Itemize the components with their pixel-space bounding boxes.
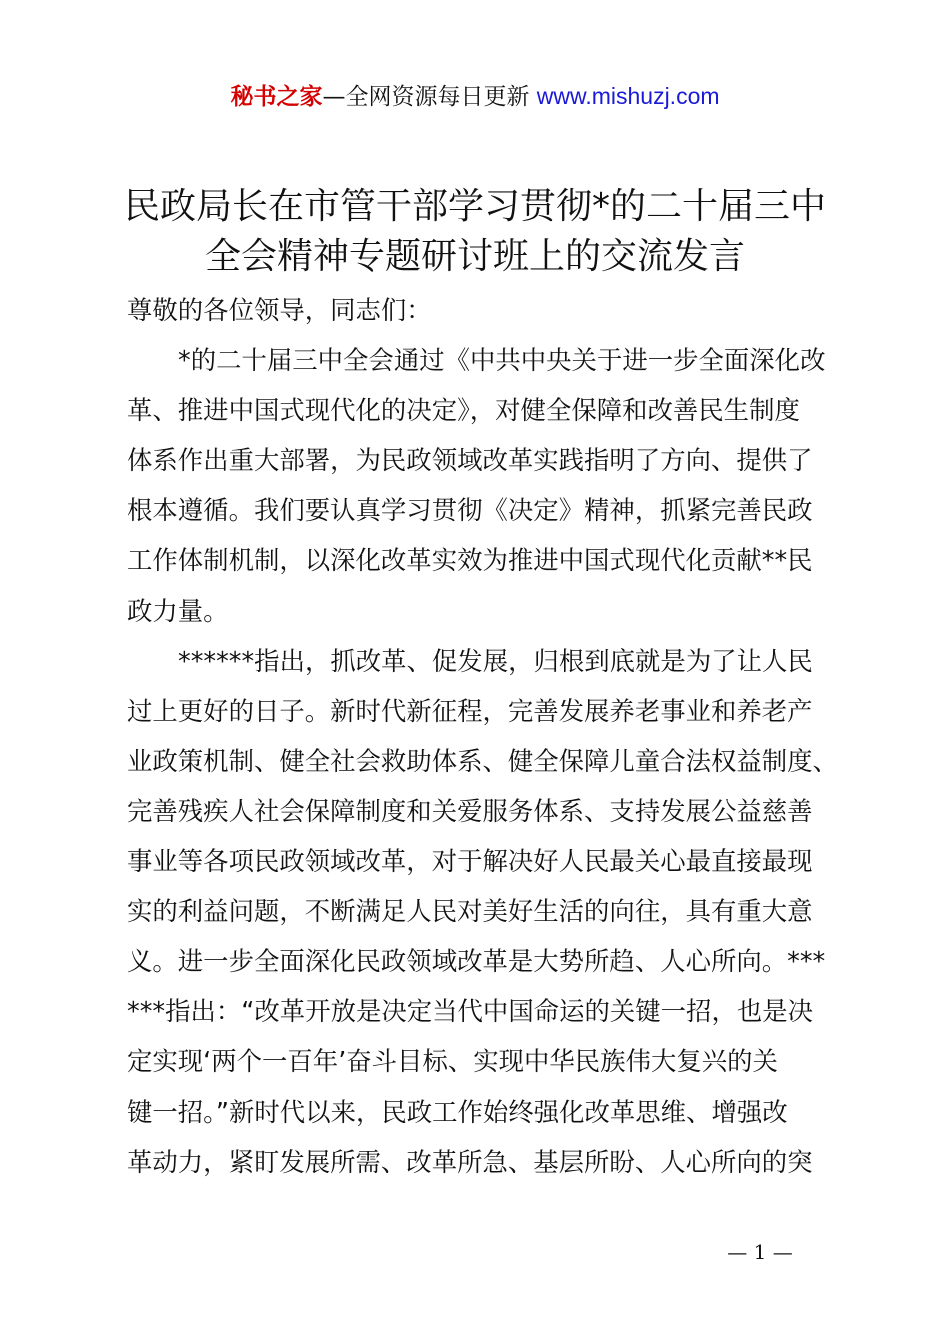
brand-name: 秘书之家	[230, 84, 323, 110]
header-tagline: —全网资源每日更新	[322, 84, 537, 110]
paragraph-line: 实的利益问题，不断满足人民对美好生活的向往，具有重大意	[127, 896, 813, 927]
salutation: 尊敬的各位领导，同志们：	[127, 295, 432, 325]
paragraph-line: 根本遵循。我们要认真学习贯彻《决定》精神，抓紧完善民政	[127, 495, 813, 526]
paragraph-line: 革、推进中国式现代化的决定》，对健全保障和改善民生制度	[127, 395, 800, 426]
paragraph-line: 革动力，紧盯发展所需、改革所急、基层所盼、人心所向的突	[127, 1146, 813, 1177]
paragraph-line: 键一招。”新时代以来，民政工作始终强化改革思维、增强改	[127, 1096, 788, 1127]
paragraph-line: 体系作出重大部署，为民政领域改革实践指明了方向、提供了	[127, 445, 813, 476]
paragraph-line: ******指出，抓改革、促发展，归根到底就是为了让人民	[178, 645, 813, 676]
paragraph-line: 定实现‘两个一百年’奋斗目标、实现中华民族伟大复兴的关	[127, 1046, 778, 1077]
paragraph-line: ***指出：“改革开放是决定当代中国命运的关键一招，也是决	[127, 996, 814, 1027]
site-url-link[interactable]: www.mishuzj.com	[536, 83, 720, 109]
paragraph-line: 义。进一步全面深化民政领域改革是大势所趋、人心所向。***	[127, 946, 826, 977]
paragraph-line: 政力量。	[127, 595, 229, 626]
paragraph-line: 完善残疾人社会保障制度和关爱服务体系、支持发展公益慈善	[127, 795, 813, 826]
site-header	[0, 80, 950, 113]
document-title	[90, 182, 860, 282]
paragraph-line: 工作体制机制，以深化改革实效为推进中国式现代化贡献**民	[127, 545, 813, 576]
title-line-1: 民政局长在市管干部学习贯彻*的二十届三中	[123, 186, 826, 227]
paragraph-line: 业政策机制、健全社会救助体系、健全保障儿童合法权益制度、	[127, 745, 838, 776]
paragraph-line: 事业等各项民政领域改革，对于解决好人民最关心最直接最现	[127, 846, 813, 877]
title-line-2: 全会精神专题研讨班上的交流发言	[204, 236, 745, 277]
paragraph-line: *的二十届三中全会通过《中共中央关于进一步全面深化改	[178, 345, 826, 376]
paragraph-line: 过上更好的日子。新时代新征程，完善发展养老事业和养老产	[127, 695, 813, 726]
document-body	[127, 285, 839, 1187]
page-number: — 1 —	[727, 1240, 793, 1264]
